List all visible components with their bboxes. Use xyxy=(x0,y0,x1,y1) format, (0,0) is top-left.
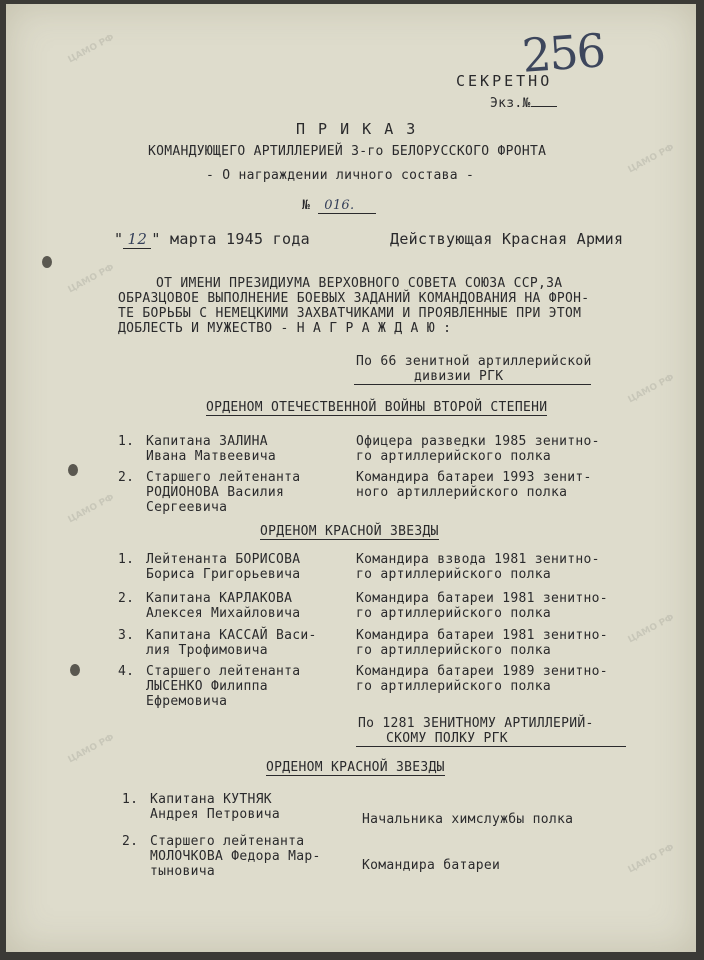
watermark: ЦАМО РФ xyxy=(66,262,116,296)
recipient-position: Начальника химслужбы полка xyxy=(362,812,574,827)
date-month-year: марта 1945 года xyxy=(170,230,310,248)
list-item-number: 1. xyxy=(122,792,139,807)
copy-label-text: Экз.№ xyxy=(490,96,531,111)
order-number xyxy=(302,198,376,214)
punch-hole xyxy=(68,464,78,476)
recipient-position: го артиллерийского полка xyxy=(356,449,552,464)
award-heading: ОРДЕНОМ ОТЕЧЕСТВЕННОЙ ВОЙНЫ ВТОРОЙ СТЕПЕНИ xyxy=(206,400,548,415)
date-quote-close: " xyxy=(151,230,161,248)
recipient-name: Андрея Петровича xyxy=(150,807,281,822)
watermark: ЦАМО РФ xyxy=(626,612,676,646)
award-heading: ОРДЕНОМ КРАСНОЙ ЗВЕЗДЫ xyxy=(266,760,445,775)
date-quote-open: " xyxy=(114,230,124,248)
recipient-position: Командира батареи xyxy=(362,858,501,873)
recipient-name: Сергеевича xyxy=(146,500,228,515)
recipient-position: ного артиллерийского полка xyxy=(356,485,568,500)
watermark: ЦАМО РФ xyxy=(66,732,116,766)
list-item-number: 1. xyxy=(118,552,135,567)
recipient-name: Алексея Михайловича xyxy=(146,606,301,621)
watermark: ЦАМО РФ xyxy=(626,842,676,876)
recipient-name: МОЛОЧКОВА Федора Мар- xyxy=(150,849,321,864)
recipient-name: Капитана КУТНЯК xyxy=(150,792,272,807)
order-number-label: № xyxy=(302,198,311,213)
list-item-number: 2. xyxy=(118,591,135,606)
order-title: П Р И К А З xyxy=(296,120,418,138)
recipient-name: Старшего лейтенанта xyxy=(146,470,301,485)
unit-heading: СКОМУ ПОЛКУ РГК xyxy=(356,731,626,747)
list-item-number: 2. xyxy=(118,470,135,485)
document-page xyxy=(6,4,696,952)
preamble-line: ДОБЛЕСТЬ И МУЖЕСТВО - Н А Г Р А Ж Д А Ю : xyxy=(118,321,452,336)
watermark: ЦАМО РФ xyxy=(626,372,676,406)
recipient-position: го артиллерийского полка xyxy=(356,679,552,694)
date-day: 12 xyxy=(123,230,151,249)
list-item-number: 1. xyxy=(118,434,135,449)
recipient-position: Командира батареи 1981 зенитно- xyxy=(356,591,608,606)
recipient-position: го артиллерийского полка xyxy=(356,567,552,582)
recipient-name: РОДИОНОВА Василия xyxy=(146,485,285,500)
recipient-name: Бориса Григорьевича xyxy=(146,567,301,582)
recipient-name: Ивана Матвеевича xyxy=(146,449,277,464)
recipient-name: Капитана КАРЛАКОВА xyxy=(146,591,293,606)
recipient-position: Командира взвода 1981 зенитно- xyxy=(356,552,600,567)
recipient-name: Старшего лейтенанта xyxy=(150,834,305,849)
copy-number-blank xyxy=(531,94,557,107)
list-item-number: 2. xyxy=(122,834,139,849)
unit-heading: По 1281 ЗЕНИТНОМУ АРТИЛЛЕРИЙ- xyxy=(358,716,594,731)
recipient-name: лия Трофимовича xyxy=(146,643,268,658)
preamble-line: ОТ ИМЕНИ ПРЕЗИДИУМА ВЕРХОВНОГО СОВЕТА СОЮЗА ССР,ЗА xyxy=(156,276,563,291)
recipient-name: Капитана КАССАЙ Васи- xyxy=(146,628,317,643)
recipient-position: Командира батареи 1981 зенитно- xyxy=(356,628,608,643)
award-heading: ОРДЕНОМ КРАСНОЙ ЗВЕЗДЫ xyxy=(260,524,439,539)
punch-hole xyxy=(42,256,52,268)
watermark: ЦАМО РФ xyxy=(66,492,116,526)
list-item-number: 3. xyxy=(118,628,135,643)
watermark: ЦАМО РФ xyxy=(66,32,116,66)
unit-heading: дивизии РГК xyxy=(354,369,591,385)
watermark: ЦАМО РФ xyxy=(626,142,676,176)
recipient-name: Лейтенанта БОРИСОВА xyxy=(146,552,301,567)
order-number-value: 016. xyxy=(318,198,376,214)
copy-label xyxy=(490,94,557,111)
recipient-name: тыновича xyxy=(150,864,216,879)
list-item-number: 4. xyxy=(118,664,135,679)
recipient-name: Ефремовича xyxy=(146,694,228,709)
recipient-position: Командира батареи 1993 зенит- xyxy=(356,470,592,485)
secret-label: СЕКРЕТНО xyxy=(456,72,553,90)
recipient-name: Капитана ЗАЛИНА xyxy=(146,434,268,449)
unit-heading: По 66 зенитной артиллерийской xyxy=(356,354,592,369)
recipient-position: го артиллерийского полка xyxy=(356,606,552,621)
recipient-name: ЛЫСЕНКО Филиппа xyxy=(146,679,268,694)
order-date xyxy=(114,230,310,249)
preamble-line: ТЕ БОРЬБЫ С НЕМЕЦКИМИ ЗАХВАТЧИКАМИ И ПРОЯВЛЕННЫЕ ПРИ ЭТОМ xyxy=(118,306,582,321)
punch-hole xyxy=(70,664,80,676)
order-subject: - О награждении личного состава - xyxy=(206,168,475,183)
archive-number-handwritten: 256 xyxy=(520,23,606,83)
recipient-position: го артиллерийского полка xyxy=(356,643,552,658)
order-issuer: КОМАНДУЮЩЕГО АРТИЛЛЕРИЕЙ 3-го БЕЛОРУССКОГО ФРОНТА xyxy=(148,144,547,159)
recipient-position: Офицера разведки 1985 зенитно- xyxy=(356,434,600,449)
recipient-position: Командира батареи 1989 зенитно- xyxy=(356,664,608,679)
recipient-name: Старшего лейтенанта xyxy=(146,664,301,679)
preamble-line: ОБРАЗЦОВОЕ ВЫПОЛНЕНИЕ БОЕВЫХ ЗАДАНИЙ КОМАНДОВАНИЯ НА ФРОН- xyxy=(118,291,590,306)
order-place: Действующая Красная Армия xyxy=(390,230,624,248)
